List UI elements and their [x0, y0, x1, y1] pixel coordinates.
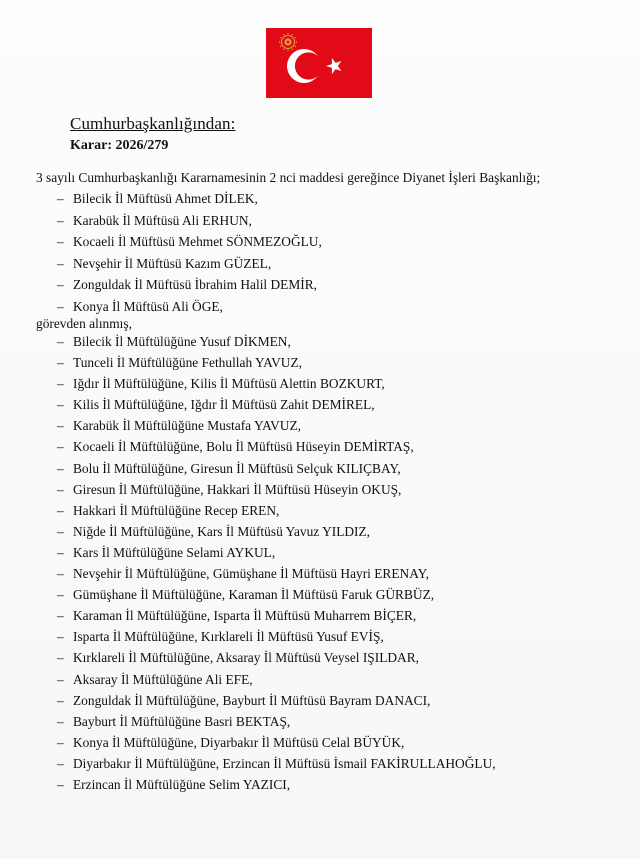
dash-bullet: – [57, 650, 64, 666]
dash-bullet: – [57, 502, 64, 518]
dash-bullet: – [57, 255, 64, 271]
dash-bullet: – [57, 587, 64, 603]
list-item-text: Bilecik İl Müftüsü Ahmet DİLEK, [73, 191, 258, 206]
list-item-text: Zonguldak İl Müftülüğüne, Bayburt İl Müftüsü Bayram DANACI, [73, 692, 431, 708]
list-item-text: Konya İl Müftülüğüne, Diyarbakır İl Müftüsü Celal BÜYÜK, [73, 734, 405, 750]
list-item [0, 563, 496, 584]
dash-bullet: – [57, 608, 64, 624]
list-item [0, 253, 322, 275]
list-item [0, 231, 322, 253]
removed-list [0, 188, 322, 317]
list-item-text: Iğdır İl Müftülüğüne, Kilis İl Müftüsü Alettin BOZKURT, [73, 376, 385, 392]
status-line: görevden alınmış, [36, 316, 132, 331]
list-item-text: Kocaeli İl Müftülüğüne, Bolu İl Müftüsü Hüseyin DEMİRTAŞ, [73, 439, 414, 455]
dash-bullet: – [57, 334, 64, 349]
dash-bullet: – [57, 713, 64, 729]
list-item [0, 188, 322, 210]
dash-bullet: – [57, 418, 64, 434]
list-item-text: Konya İl Müftüsü Ali ÖGE, [73, 298, 223, 314]
dash-bullet: – [57, 397, 64, 413]
list-item-text: Tunceli İl Müftülüğüne Fethullah YAVUZ, [73, 355, 302, 371]
list-item-text: Giresun İl Müftülüğüne, Hakkari İl Müftüsü Hüseyin OKUŞ, [73, 481, 402, 497]
list-item [0, 711, 496, 732]
list-item [0, 373, 496, 394]
list-item [0, 584, 496, 605]
list-item [0, 274, 322, 296]
appointed-list [0, 331, 496, 795]
list-item-text: Kocaeli İl Müftüsü Mehmet SÖNMEZOĞLU, [73, 234, 322, 249]
list-item-text: Aksaray İl Müftülüğüne Ali EFE, [73, 671, 253, 687]
list-item [0, 436, 496, 457]
dash-bullet: – [57, 355, 64, 371]
dash-bullet: – [57, 671, 64, 687]
list-item-text: Hakkari İl Müftülüğüne Recep EREN, [73, 502, 280, 518]
dash-bullet: – [57, 776, 64, 792]
list-item [0, 415, 496, 436]
list-item [0, 352, 496, 373]
dash-bullet: – [57, 566, 64, 582]
list-item [0, 521, 496, 542]
dash-bullet: – [57, 439, 64, 455]
list-item-text: Kilis İl Müftülüğüne, Iğdır İl Müftüsü Zahit DEMİREL, [73, 397, 375, 413]
list-item-text: Erzincan İl Müftülüğüne Selim YAZICI, [73, 776, 291, 792]
list-item-text: Gümüşhane İl Müftülüğüne, Karaman İl Müftüsü Faruk GÜRBÜZ, [73, 587, 435, 603]
issuer-heading: Cumhurbaşkanlığından: [70, 114, 236, 133]
list-item [0, 479, 496, 500]
intro-paragraph: 3 sayılı Cumhurbaşkanlığı Kararnamesinin 2 nci maddesi gereğince Diyanet İşleri Başkanlığı; [36, 170, 541, 185]
dash-bullet: – [57, 298, 64, 314]
list-item [0, 626, 496, 647]
list-item-text: Nevşehir İl Müftüsü Kazım GÜZEL, [73, 255, 272, 271]
list-item [0, 500, 496, 521]
dash-bullet: – [57, 234, 64, 249]
dash-bullet: – [57, 376, 64, 392]
list-item-text: Bayburt İl Müftülüğüne Basri BEKTAŞ, [73, 713, 291, 729]
dash-bullet: – [57, 460, 64, 476]
list-item-text: Bilecik İl Müftülüğüne Yusuf DİKMEN, [73, 334, 291, 349]
dash-bullet: – [57, 523, 64, 539]
list-item [0, 732, 496, 753]
dash-bullet: – [57, 629, 64, 645]
list-item-text: Karabük İl Müftülüğüne Mustafa YAVUZ, [73, 418, 301, 434]
list-item-text: Diyarbakır İl Müftülüğüne, Erzincan İl Müftüsü İsmail FAKİRULLAHOĞLU, [73, 755, 496, 771]
list-item [0, 774, 496, 795]
list-item [0, 394, 496, 415]
list-item-text: Karabük İl Müftüsü Ali ERHUN, [73, 212, 252, 228]
list-item [0, 458, 496, 479]
list-item-text: Kırklareli İl Müftülüğüne, Aksaray İl Müftüsü Veysel IŞILDAR, [73, 650, 419, 666]
list-item-text: Isparta İl Müftülüğüne, Kırklareli İl Müftüsü Yusuf EVİŞ, [73, 629, 384, 645]
dash-bullet: – [57, 544, 64, 560]
dash-bullet: – [57, 692, 64, 708]
list-item [0, 647, 496, 668]
list-item-text: Niğde İl Müftülüğüne, Kars İl Müftüsü Yavuz YILDIZ, [73, 523, 371, 539]
list-item [0, 669, 496, 690]
dash-bullet: – [57, 191, 64, 206]
list-item [0, 753, 496, 774]
dash-bullet: – [57, 734, 64, 750]
list-item [0, 542, 496, 563]
list-item [0, 690, 496, 711]
list-item [0, 331, 496, 352]
list-item-text: Bolu İl Müftülüğüne, Giresun İl Müftüsü Selçuk KILIÇBAY, [73, 460, 401, 476]
list-item [0, 296, 322, 318]
crescent-inner [295, 52, 322, 79]
list-item [0, 210, 322, 232]
dash-bullet: – [57, 481, 64, 497]
list-item-text: Karaman İl Müftülüğüne, Isparta İl Müftüsü Muharrem BİÇER, [73, 608, 417, 624]
dash-bullet: – [57, 212, 64, 228]
turkish-flag-icon [266, 28, 372, 98]
list-item-text: Nevşehir İl Müftülüğüne, Gümüşhane İl Müftüsü Hayri ERENAY, [73, 566, 429, 582]
dash-bullet: – [57, 755, 64, 771]
dash-bullet: – [57, 277, 64, 292]
flag-graphic [266, 28, 372, 98]
list-item [0, 605, 496, 626]
list-item-text: Kars İl Müftülüğüne Selami AYKUL, [73, 544, 276, 560]
decision-number: Karar: 2026/279 [70, 138, 169, 153]
list-item-text: Zonguldak İl Müftüsü İbrahim Halil DEMİR, [73, 277, 317, 292]
